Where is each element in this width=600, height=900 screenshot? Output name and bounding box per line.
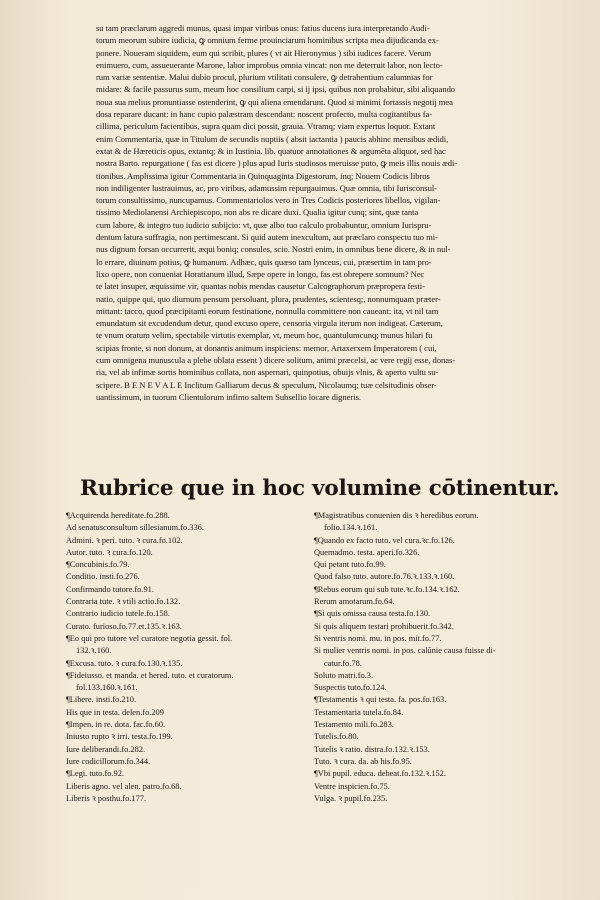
prose-line: lo errare, diuinum potius, ꝙ humanum. Adhæc, quis quæso tam lynceus, cui, præsertim in tam pro- — [96, 256, 432, 267]
prose-line: te latet insuper, æquissime vir, quantas nobis mendas causetur Calcographorum præpropera festi- — [96, 281, 425, 292]
index-entry: folio.134.ꝛ.161. — [324, 523, 378, 533]
index-entry: Testamento mili.fo.283. — [314, 720, 394, 730]
prose-line: extat & de Hæreticis opus, extantq; & in Iustinia. lib. quatuor annotationes & argumēta aliquot, sed hac — [96, 145, 446, 156]
prose-line: enimuero, cum, assueuerante Marone, labor improbus omnia vincat: non me deterruit labor, non lecto- — [96, 59, 443, 70]
index-entry: Liberis ꝛ posthu.fo.177. — [66, 793, 147, 803]
index-entry: ¶Quando ex facto tuto. vel cura.ꝛc.fo.126. — [314, 535, 455, 545]
index-entry: Tutelis ꝛ ratio. distra.fo.132.ꝛ.153. — [314, 744, 430, 754]
prose-line: mittant: tacco, quod præcipitanti eorum festinatione, nonnulla committere non caueant: ita, vt nil tam — [96, 305, 439, 316]
index-entry: Vulga. ꝛ pupil.fo.235. — [314, 793, 388, 803]
prose-line: emundatum sit excudendum detur, quod excuso opere, censoria virgula iterum non indigeat. Cæterum, — [96, 318, 443, 329]
index-entry: Contrario iudicio tutele.fo.158. — [66, 609, 170, 619]
index-entry: Si mulier ventris nomi. in pos. calūnie causa fuisse di- — [314, 646, 496, 656]
index-entry: Rerum amotarum.fo.64. — [314, 597, 395, 607]
index-column-right — [314, 510, 584, 805]
index-entry: 132.ꝛ.160. — [76, 646, 112, 656]
dedication-text — [96, 22, 574, 403]
index-entry: Testamentaria tutela.fo.84. — [314, 707, 404, 717]
prose-line: natio, quippe qui, quo diurnum pensum persoluant, plura, prudentes, scientesq;, nonnumquam præter- — [96, 293, 441, 304]
prose-line: cillima, periculum facientibus, supra quam dici possit, grauia. Vtramq; viam expertus loquor. Extant — [96, 121, 436, 132]
prose-line: non indiligenter lustrauimus, ac, pro viribus, adamussim repurgauimus. Quæ omnia, tibi Iurisconsul- — [96, 182, 437, 193]
index-entry: Qui petant tuto.fo.99. — [314, 560, 386, 570]
prose-line: ria, vel ab infimæ sortis hominibus collata, non aspernari, quinpotius, obuijs vlnis, & aperto vultu su- — [96, 367, 439, 378]
prose-line: enim Commentaria, quæ in Titulum de secundis nuptiis ( absit iactantia ) paucis abhinc mensibus ædidi, — [96, 133, 449, 144]
index-column-left — [66, 510, 306, 805]
index-entry: ¶Vbi pupil. educa. debeat.fo.132.ꝛ.152. — [314, 769, 446, 779]
prose-line: uantissimum, in tuorum Clientulorum infimo saltem Subsellio locare digneris. — [96, 391, 361, 402]
prose-line: su tam præclarum aggredi munus, quasi impar viribus onus: fatius ducens iura interpretando Audi- — [96, 23, 430, 33]
prose-line: lixo opere, non conueniat Horatianum illud, Sæpe opere in longo, fas est obrepere somnum? Nec — [96, 268, 425, 279]
index-entry: Conditio. insti.fo.276. — [66, 572, 140, 582]
prose-line: cum omnigena munuscula a plebe oblata essent ) dicere solitum, animi præcelsi, ac vere regij esse, donas- — [96, 355, 456, 366]
index-entry: ¶Libere. insti.fo.210. — [66, 695, 137, 705]
index-entry: ¶Fideiusso. et manda. et hered. tuto. et curatorum. — [66, 670, 234, 680]
index-entry: fol.133.160.ꝛ.161. — [76, 683, 138, 693]
index-entry: catur.fo.78. — [324, 658, 362, 668]
index-entry: ¶Si quis omissa causa testa.fo.130. — [314, 609, 431, 619]
index-entry: His que in testa. delen.fo.209 — [66, 707, 164, 717]
prose-line: midare: & facile passurus sum, meum hoc consilium carpi, si ij ipsi, quibus non probabitur, sibi aliquando — [96, 84, 456, 95]
prose-line: torum consultissimo, nuncupamus. Commentariolos vero in Tres Codicis posteriores libellos, vigilan- — [96, 195, 441, 206]
prose-line: nostra Barto. repurgatione ( fas est dicere ) plus apud Iuris studiosos meruisse puto, ꝙ meis illis nouis ædi- — [96, 158, 458, 169]
index-entry: Si ventris nomi. mu. in pos. mit.fo.77. — [314, 633, 442, 643]
prose-line: te vnum oratum velim, spectabile virtutis exemplar, vt, meum hoc, quantulumcunq; munus hilari fu — [96, 330, 433, 341]
prose-line: noua sua melius pronuntiasse ostenderint, ꝙ qui aliena emendarunt. Quod si minimi fortassis negotij mea — [96, 96, 453, 107]
prose-line: dosa reparare ducant: in hanc cupio palæstram descendant: noscent profecto, multa cogitantibus fa- — [96, 109, 433, 120]
index-entry: Iniusto rupto ꝛ irri. testa.fo.199. — [66, 732, 173, 742]
index-heading: Rubrice que in hoc volumine cōtinentur. — [80, 476, 560, 501]
index-entry: Soluto matri.fo.3. — [314, 670, 374, 680]
prose-line: scipias fronte, si non donum, at donantis animum inspiciens: memor, Artaxerxem Imperatorem ( cui, — [96, 342, 437, 353]
index-entry: Iure deliberandi.fo.282. — [66, 744, 146, 754]
prose-line: tionibus. Amplissima igitur Commentaria in Quinquaginta Digestorum, inq; Nouem Codicis libros — [96, 170, 430, 181]
prose-line: nus dignum forsan occurrerit, æqui boniq; consules, scio. Nostri enim, in omnibus bene dicere, & in nul- — [96, 244, 451, 255]
prose-line: dentum latura suffragia, non pertimescant. Si quid autem inexcultum, aut præclaro conspectu tuo mi- — [96, 232, 438, 243]
index-entry: Iure codicillorum.fo.344. — [66, 756, 151, 766]
index-entry: ¶Magistratibus conuenien dis ꝛ heredibus eorum. — [314, 511, 479, 520]
index-entry: Admini. ꝛ peri. tuto. ꝛ cura.fo.102. — [66, 535, 183, 545]
index-entry: ¶Concubinis.fo.79. — [66, 560, 130, 570]
prose-line: ponere. Noueram siquidem, eum qui scribit, plures ( vt ait Hieronymus ) sibi iudices facere. Verum — [96, 47, 432, 58]
index-entry: ¶Eo qui pro tutore vel curatore negotia gessit. fol. — [66, 633, 233, 643]
index-entry: ¶Excusa. tuto. ꝛ cura.fo.130.ꝛ.135. — [66, 658, 183, 668]
index-entry: Suspectis tuto.fo.124. — [314, 683, 387, 693]
index-entry: Si quis aliquem testari prohibuerit.fo.342. — [314, 621, 454, 631]
index-entry: ¶Acquirenda hereditate.fo.288. — [66, 511, 170, 520]
prose-line: rum variæ sententiæ. Malui dubio procul, plurium vtilitati consulere, ꝙ detrahentium calumnias for — [96, 72, 433, 83]
index-entry: ¶Testamentis ꝛ qui testa. fa. pos.fo.163. — [314, 695, 447, 705]
index-entry: ¶Impen. in re. dota. fac.fo.60. — [66, 720, 166, 730]
index-entry: Autor. tuto. ꝛ cura.fo.120. — [66, 547, 153, 557]
index-entry: Ventre inspicien.fo.75. — [314, 781, 390, 791]
index-entry: ¶Legi. tuto.fo.92. — [66, 769, 124, 779]
index-entry: ¶Rebus eorum qui sub tute.ꝛc.fo.134.ꝛ.162. — [314, 584, 460, 594]
prose-line: torum meorum subire iudicia, ꝙ omnium ferme prouinciarum hominibus scripta mea dijudicanda ex- — [96, 35, 439, 46]
index-entry: Quod falso tuto. autore.fo.76.ꝛ.133.ꝛ.160. — [314, 572, 455, 582]
index-entry: Tuto. ꝛ cura. da. ab his.fo.95. — [314, 756, 412, 766]
index-entry: Liberis agno. vel alen. patro.fo.68. — [66, 781, 182, 791]
index-entry: Contraria tute. ꝛ vtili actio.fo.132. — [66, 597, 181, 607]
index-entry: Curato. furioso.fo.77.et.135.ꝛ.163. — [66, 621, 182, 631]
prose-line: scipere. B E N E V A L E Inclitum Galliarum decus & speculum, Nicolaumq; tuæ celsitudinis obser- — [96, 379, 437, 390]
index-entry: Confirmando tutore.fo.91. — [66, 584, 154, 594]
prose-line: tissimo Mediolanensi Archiepiscopo, non abs re dicare duxi. Qualia igitur cunq; sint, quæ tanta — [96, 207, 419, 218]
prose-line: cum labore, & integro tuo iudicio subijcio: vt, quæ albo tuo calculo probabuntur, omnium Iurispru- — [96, 219, 432, 230]
index-entry: Tutelis.fo.80. — [314, 732, 359, 742]
index-entry: Ad senatusconsultum sillesianum.fo.336. — [66, 523, 204, 533]
index-entry: Quemadmo. testa. aperi.fo.326. — [314, 547, 420, 557]
